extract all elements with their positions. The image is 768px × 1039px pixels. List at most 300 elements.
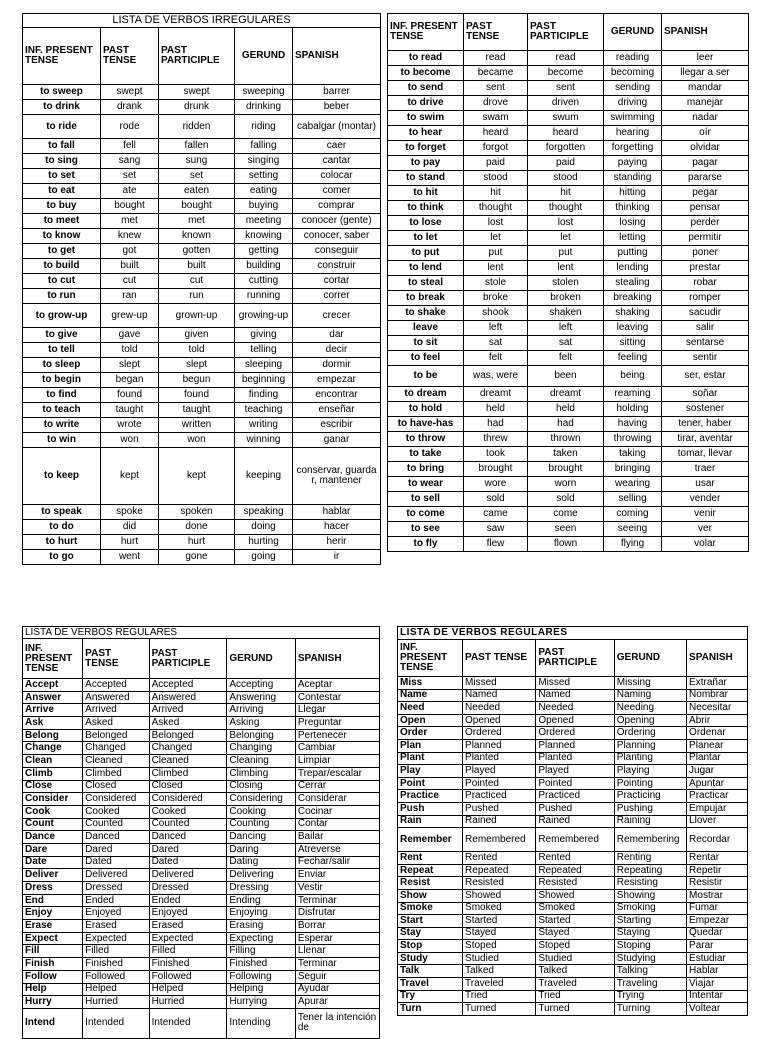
verb-gerund: singing (235, 154, 293, 169)
regular-verbs-table-left (22, 626, 380, 1039)
verb-spanish: Abrir (687, 714, 748, 727)
verb-spanish: Limpiar (295, 755, 379, 768)
verb-spanish: ir (293, 550, 381, 565)
table-row (23, 729, 380, 742)
verb-past: Dressed (83, 882, 149, 895)
verb-participle: had (528, 417, 604, 432)
verb-past: Planted (463, 752, 536, 765)
verb-past: Hurried (83, 996, 149, 1009)
verb-infinitive: Intend (23, 1008, 83, 1038)
verb-past: Rained (463, 815, 536, 828)
table-row (388, 216, 749, 231)
verb-participle: Enjoyed (149, 907, 227, 920)
table-row (398, 702, 748, 715)
table-row (388, 366, 749, 387)
verb-gerund: Answering (227, 691, 295, 704)
header-gerund: GERUND (604, 14, 662, 51)
verb-gerund: wearing (604, 477, 662, 492)
header-inf: INF. PRESENT TENSE (23, 639, 83, 679)
table-row (388, 156, 749, 171)
verb-gerund: paying (604, 156, 662, 171)
verb-participle: Belonged (149, 729, 227, 742)
verb-past: Answered (83, 691, 149, 704)
verb-infinitive: to ride (23, 115, 101, 139)
verb-infinitive: Follow (23, 970, 83, 983)
header-spanish: SPANISH (293, 28, 381, 85)
verb-past: Talked (463, 965, 536, 978)
verb-participle: Erased (149, 920, 227, 933)
verb-past: fell (101, 139, 159, 154)
header-spanish: SPANISH (687, 640, 748, 677)
verb-participle: worn (528, 477, 604, 492)
table-row (388, 336, 749, 351)
verb-participle: known (159, 229, 235, 244)
verb-past: Repeated (463, 864, 536, 877)
verb-participle: Opened (536, 714, 614, 727)
verb-past: Dared (83, 843, 149, 856)
verb-participle: Helped (149, 983, 227, 996)
verb-participle: read (528, 51, 604, 66)
verb-gerund: hurting (235, 535, 293, 550)
verb-gerund: shaking (604, 306, 662, 321)
verb-past: Finished (83, 958, 149, 971)
verb-infinitive: Fill (23, 945, 83, 958)
verb-infinitive: Push (398, 802, 463, 815)
verb-spanish: Plantar (687, 752, 748, 765)
verb-past: Pointed (463, 777, 536, 790)
verb-past: was, were (464, 366, 528, 387)
verb-gerund: writing (235, 418, 293, 433)
verb-past: wore (464, 477, 528, 492)
header-gerund: GERUND (614, 640, 686, 677)
verb-past: Cleaned (83, 755, 149, 768)
table-row (23, 115, 381, 139)
verb-infinitive: to sweep (23, 85, 101, 100)
table-row (23, 274, 381, 289)
verb-gerund: Intending (227, 1008, 295, 1038)
table-row (398, 765, 748, 778)
verb-gerund: Finished (227, 958, 295, 971)
verb-gerund: selling (604, 492, 662, 507)
verb-participle: taught (159, 403, 235, 418)
verb-gerund: losing (604, 216, 662, 231)
verb-participle: Traveled (536, 978, 614, 991)
verb-infinitive: Remember (398, 828, 463, 852)
verb-participle: told (159, 343, 235, 358)
verb-infinitive: Rain (398, 815, 463, 828)
verb-participle: hit (528, 186, 604, 201)
verb-participle: Planned (536, 739, 614, 752)
verb-participle: lent (528, 261, 604, 276)
verb-infinitive: to begin (23, 373, 101, 388)
table-row (23, 289, 381, 304)
verb-spanish: Empezar (687, 915, 748, 928)
verb-past: dreamt (464, 387, 528, 402)
verb-past: sang (101, 154, 159, 169)
verb-infinitive: Play (398, 765, 463, 778)
verb-participle: Turned (536, 1003, 614, 1016)
verb-infinitive: to read (388, 51, 464, 66)
table-row (23, 184, 381, 199)
verb-gerund: Hurrying (227, 996, 295, 1009)
table-row (398, 990, 748, 1003)
table-title-row (23, 627, 380, 639)
verb-infinitive: Stop (398, 940, 463, 953)
verb-participle: Cleaned (149, 755, 227, 768)
verb-infinitive: to hear (388, 126, 464, 141)
verb-participle: Planted (536, 752, 614, 765)
verb-participle: put (528, 246, 604, 261)
verb-infinitive: to stand (388, 171, 464, 186)
verb-infinitive: Study (398, 952, 463, 965)
verb-participle: felt (528, 351, 604, 366)
table-row (388, 261, 749, 276)
verb-past: flew (464, 537, 528, 552)
verb-gerund: growing-up (235, 304, 293, 328)
table-row (398, 864, 748, 877)
verb-participle: sung (159, 154, 235, 169)
verb-participle: Tried (536, 990, 614, 1003)
header-gerund: GERUND (227, 639, 295, 679)
verb-past: came (464, 507, 528, 522)
verb-past: sold (464, 492, 528, 507)
verb-participle: grown-up (159, 304, 235, 328)
header-past: PAST TENSE (101, 28, 159, 85)
verb-spanish: tener, haber (662, 417, 749, 432)
verb-gerund: Staying (614, 927, 686, 940)
verb-infinitive: Expect (23, 932, 83, 945)
table-row (398, 739, 748, 752)
verb-past: grew-up (101, 304, 159, 328)
table-row (388, 141, 749, 156)
verb-past: bought (101, 199, 159, 214)
verb-spanish: robar (662, 276, 749, 291)
verb-past: Practiced (463, 790, 536, 803)
table-row (23, 983, 380, 996)
verb-participle: Delivered (149, 869, 227, 882)
verb-past: Expected (83, 932, 149, 945)
verb-spanish: comprar (293, 199, 381, 214)
verb-spanish: sostener (662, 402, 749, 417)
table-row (388, 186, 749, 201)
verb-participle: gotten (159, 244, 235, 259)
verb-spanish: decir (293, 343, 381, 358)
verb-spanish: conocer, saber (293, 229, 381, 244)
table-row (23, 358, 381, 373)
verb-gerund: knowing (235, 229, 293, 244)
verb-infinitive: Dare (23, 843, 83, 856)
verb-past: read (464, 51, 528, 66)
verb-past: spoke (101, 505, 159, 520)
verb-participle: Stoped (536, 940, 614, 953)
verb-past: Pushed (463, 802, 536, 815)
verb-spanish: pegar (662, 186, 749, 201)
table-row (23, 505, 381, 520)
verb-gerund: Daring (227, 843, 295, 856)
verb-past: Belonged (83, 729, 149, 742)
verb-spanish: olvidar (662, 141, 749, 156)
verb-spanish: conseguir (293, 244, 381, 259)
verb-participle: Hurried (149, 996, 227, 1009)
verb-infinitive: Erase (23, 920, 83, 933)
verb-infinitive: Travel (398, 978, 463, 991)
table-row (23, 304, 381, 328)
table-row (398, 677, 748, 690)
verb-gerund: Remembering (614, 828, 686, 852)
verb-gerund: holding (604, 402, 662, 417)
verb-infinitive: to throw (388, 432, 464, 447)
table-row (23, 100, 381, 115)
verb-past: set (101, 169, 159, 184)
verb-infinitive: Belong (23, 729, 83, 742)
table-row (388, 321, 749, 336)
verb-gerund: riding (235, 115, 293, 139)
table-row (398, 815, 748, 828)
verb-past: Opened (463, 714, 536, 727)
verb-spanish: Terminar (295, 894, 379, 907)
table-row (23, 945, 380, 958)
verb-spanish: escribir (293, 418, 381, 433)
table-row (23, 818, 380, 831)
verb-spanish: dar (293, 328, 381, 343)
verb-spanish: empezar (293, 373, 381, 388)
verb-infinitive: to be (388, 366, 464, 387)
verb-past: Intended (83, 1008, 149, 1038)
verb-past: threw (464, 432, 528, 447)
verb-infinitive: to send (388, 81, 464, 96)
verb-past: Helped (83, 983, 149, 996)
table-row (23, 433, 381, 448)
verb-infinitive: to feel (388, 351, 464, 366)
table-row (23, 679, 380, 692)
table-row (398, 714, 748, 727)
table-row (23, 373, 381, 388)
verb-participle: sent (528, 81, 604, 96)
verb-past: had (464, 417, 528, 432)
verb-spanish: Intentar (687, 990, 748, 1003)
table-row (23, 767, 380, 780)
table-row (23, 717, 380, 730)
verb-past: knew (101, 229, 159, 244)
header-participle: PAST PARTICIPLE (149, 639, 227, 679)
verb-spanish: beber (293, 100, 381, 115)
verb-participle: Smoked (536, 902, 614, 915)
verb-participle: given (159, 328, 235, 343)
verb-infinitive: Start (398, 915, 463, 928)
verb-spanish: perder (662, 216, 749, 231)
table-row (398, 952, 748, 965)
verb-gerund: Enjoying (227, 907, 295, 920)
verb-spanish: cabalgar (montar) (293, 115, 381, 139)
verb-past: took (464, 447, 528, 462)
verb-participle: Dressed (149, 882, 227, 895)
verb-gerund: throwing (604, 432, 662, 447)
verb-participle: stood (528, 171, 604, 186)
verb-participle: found (159, 388, 235, 403)
verb-past: Planned (463, 739, 536, 752)
table-row (23, 343, 381, 358)
verb-participle: Talked (536, 965, 614, 978)
header-participle: PAST PARTICIPLE (528, 14, 604, 51)
verb-gerund: doing (235, 520, 293, 535)
verb-spanish: Parar (687, 940, 748, 953)
verb-past: drank (101, 100, 159, 115)
verb-infinitive: to run (23, 289, 101, 304)
verb-infinitive: to become (388, 66, 464, 81)
verb-gerund: Erasing (227, 920, 295, 933)
verb-gerund: giving (235, 328, 293, 343)
verb-participle: set (159, 169, 235, 184)
verb-infinitive: Enjoy (23, 907, 83, 920)
verb-past: swam (464, 111, 528, 126)
verb-infinitive: to think (388, 201, 464, 216)
verb-participle: stolen (528, 276, 604, 291)
verb-past: ran (101, 289, 159, 304)
verb-gerund: buying (235, 199, 293, 214)
verb-spanish: Estudiar (687, 952, 748, 965)
verb-spanish: nadar (662, 111, 749, 126)
verb-participle: Asked (149, 717, 227, 730)
verb-gerund: Pointing (614, 777, 686, 790)
verb-past: saw (464, 522, 528, 537)
table-row (398, 752, 748, 765)
table-row (23, 229, 381, 244)
verb-participle: Practiced (536, 790, 614, 803)
verb-gerund: Talking (614, 965, 686, 978)
verb-infinitive: to dream (388, 387, 464, 402)
verb-past: wrote (101, 418, 159, 433)
verb-infinitive: Answer (23, 691, 83, 704)
verb-past: Remembered (463, 828, 536, 852)
verb-spanish: sacudir (662, 306, 749, 321)
verb-gerund: Opening (614, 714, 686, 727)
verb-infinitive: Talk (398, 965, 463, 978)
verb-infinitive: to know (23, 229, 101, 244)
verb-past: Traveled (463, 978, 536, 991)
verb-spanish: Cocinar (295, 805, 379, 818)
verb-gerund: Starting (614, 915, 686, 928)
verb-participle: written (159, 418, 235, 433)
verb-gerund: Closing (227, 780, 295, 793)
verb-spanish: conocer (gente) (293, 214, 381, 229)
verb-participle: gone (159, 550, 235, 565)
verb-past: Dated (83, 856, 149, 869)
verb-participle: Rained (536, 815, 614, 828)
verb-participle: swept (159, 85, 235, 100)
verb-past: swept (101, 85, 159, 100)
verb-spanish: conservar, guardar, mantener (293, 448, 381, 505)
table-title: LISTA DE VERBOS REGULARES (23, 627, 380, 639)
verb-gerund: Considering (227, 793, 295, 806)
verb-gerund: Expecting (227, 932, 295, 945)
verb-participle: Cooked (149, 805, 227, 818)
verb-spanish: Llegar (295, 704, 379, 717)
header-inf: INF. PRESENT TENSE (388, 14, 464, 51)
verb-infinitive: Count (23, 818, 83, 831)
header-past: PAST TENSE (464, 14, 528, 51)
verb-infinitive: to buy (23, 199, 101, 214)
verb-spanish: Considerar (295, 793, 379, 806)
verb-infinitive: Dance (23, 831, 83, 844)
verb-infinitive: to write (23, 418, 101, 433)
verb-gerund: Studying (614, 952, 686, 965)
table-title: LISTA DE VERBOS REGULARES (398, 627, 748, 640)
verb-past: brought (464, 462, 528, 477)
verb-past: hit (464, 186, 528, 201)
verb-gerund: speaking (235, 505, 293, 520)
table-row (388, 306, 749, 321)
verb-infinitive: to lend (388, 261, 464, 276)
verb-spanish: Extrañar (687, 677, 748, 690)
verb-gerund: Raining (614, 815, 686, 828)
verb-spanish: encontrar (293, 388, 381, 403)
verb-gerund: Following (227, 970, 295, 983)
verb-past: lost (464, 216, 528, 231)
table-row (23, 154, 381, 169)
verb-spanish: Contestar (295, 691, 379, 704)
table-row (388, 111, 749, 126)
verb-participle: fallen (159, 139, 235, 154)
verb-spanish: ver (662, 522, 749, 537)
verb-gerund: Turning (614, 1003, 686, 1016)
verb-infinitive: to hit (388, 186, 464, 201)
verb-participle: Missed (536, 677, 614, 690)
verb-infinitive: Dress (23, 882, 83, 895)
verb-gerund: Ending (227, 894, 295, 907)
verb-gerund: winning (235, 433, 293, 448)
verb-gerund: Cooking (227, 805, 295, 818)
verb-gerund: Traveling (614, 978, 686, 991)
verb-spanish: venir (662, 507, 749, 522)
verb-infinitive: Show (398, 889, 463, 902)
verb-infinitive: to do (23, 520, 101, 535)
verb-past: cut (101, 274, 159, 289)
verb-spanish: Voltear (687, 1003, 748, 1016)
verb-spanish: Necesitar (687, 702, 748, 715)
verb-participle: Considered (149, 793, 227, 806)
irregular-left-body (23, 14, 381, 565)
verb-gerund: seeing (604, 522, 662, 537)
verb-participle: Climbed (149, 767, 227, 780)
verb-past: stood (464, 171, 528, 186)
table-row (398, 915, 748, 928)
verb-gerund: beginning (235, 373, 293, 388)
header-spanish: SPANISH (662, 14, 749, 51)
verb-past: told (101, 343, 159, 358)
verb-infinitive: to forget (388, 141, 464, 156)
table-row (23, 755, 380, 768)
verb-past: Arrived (83, 704, 149, 717)
verb-participle: Resisted (536, 877, 614, 890)
verb-gerund: keeping (235, 448, 293, 505)
verb-infinitive: to cut (23, 274, 101, 289)
verb-gerund: breaking (604, 291, 662, 306)
verb-infinitive: to meet (23, 214, 101, 229)
verb-participle: Showed (536, 889, 614, 902)
verb-spanish: Esperar (295, 932, 379, 945)
table-row (388, 171, 749, 186)
verb-past: put (464, 246, 528, 261)
table-row (398, 1003, 748, 1016)
header-participle: PAST PARTICIPLE (536, 640, 614, 677)
table-row (23, 388, 381, 403)
table-row (388, 81, 749, 96)
verb-participle: brought (528, 462, 604, 477)
verb-gerund: Planting (614, 752, 686, 765)
verb-spanish: permitir (662, 231, 749, 246)
verb-participle: ridden (159, 115, 235, 139)
table-row (388, 537, 749, 552)
